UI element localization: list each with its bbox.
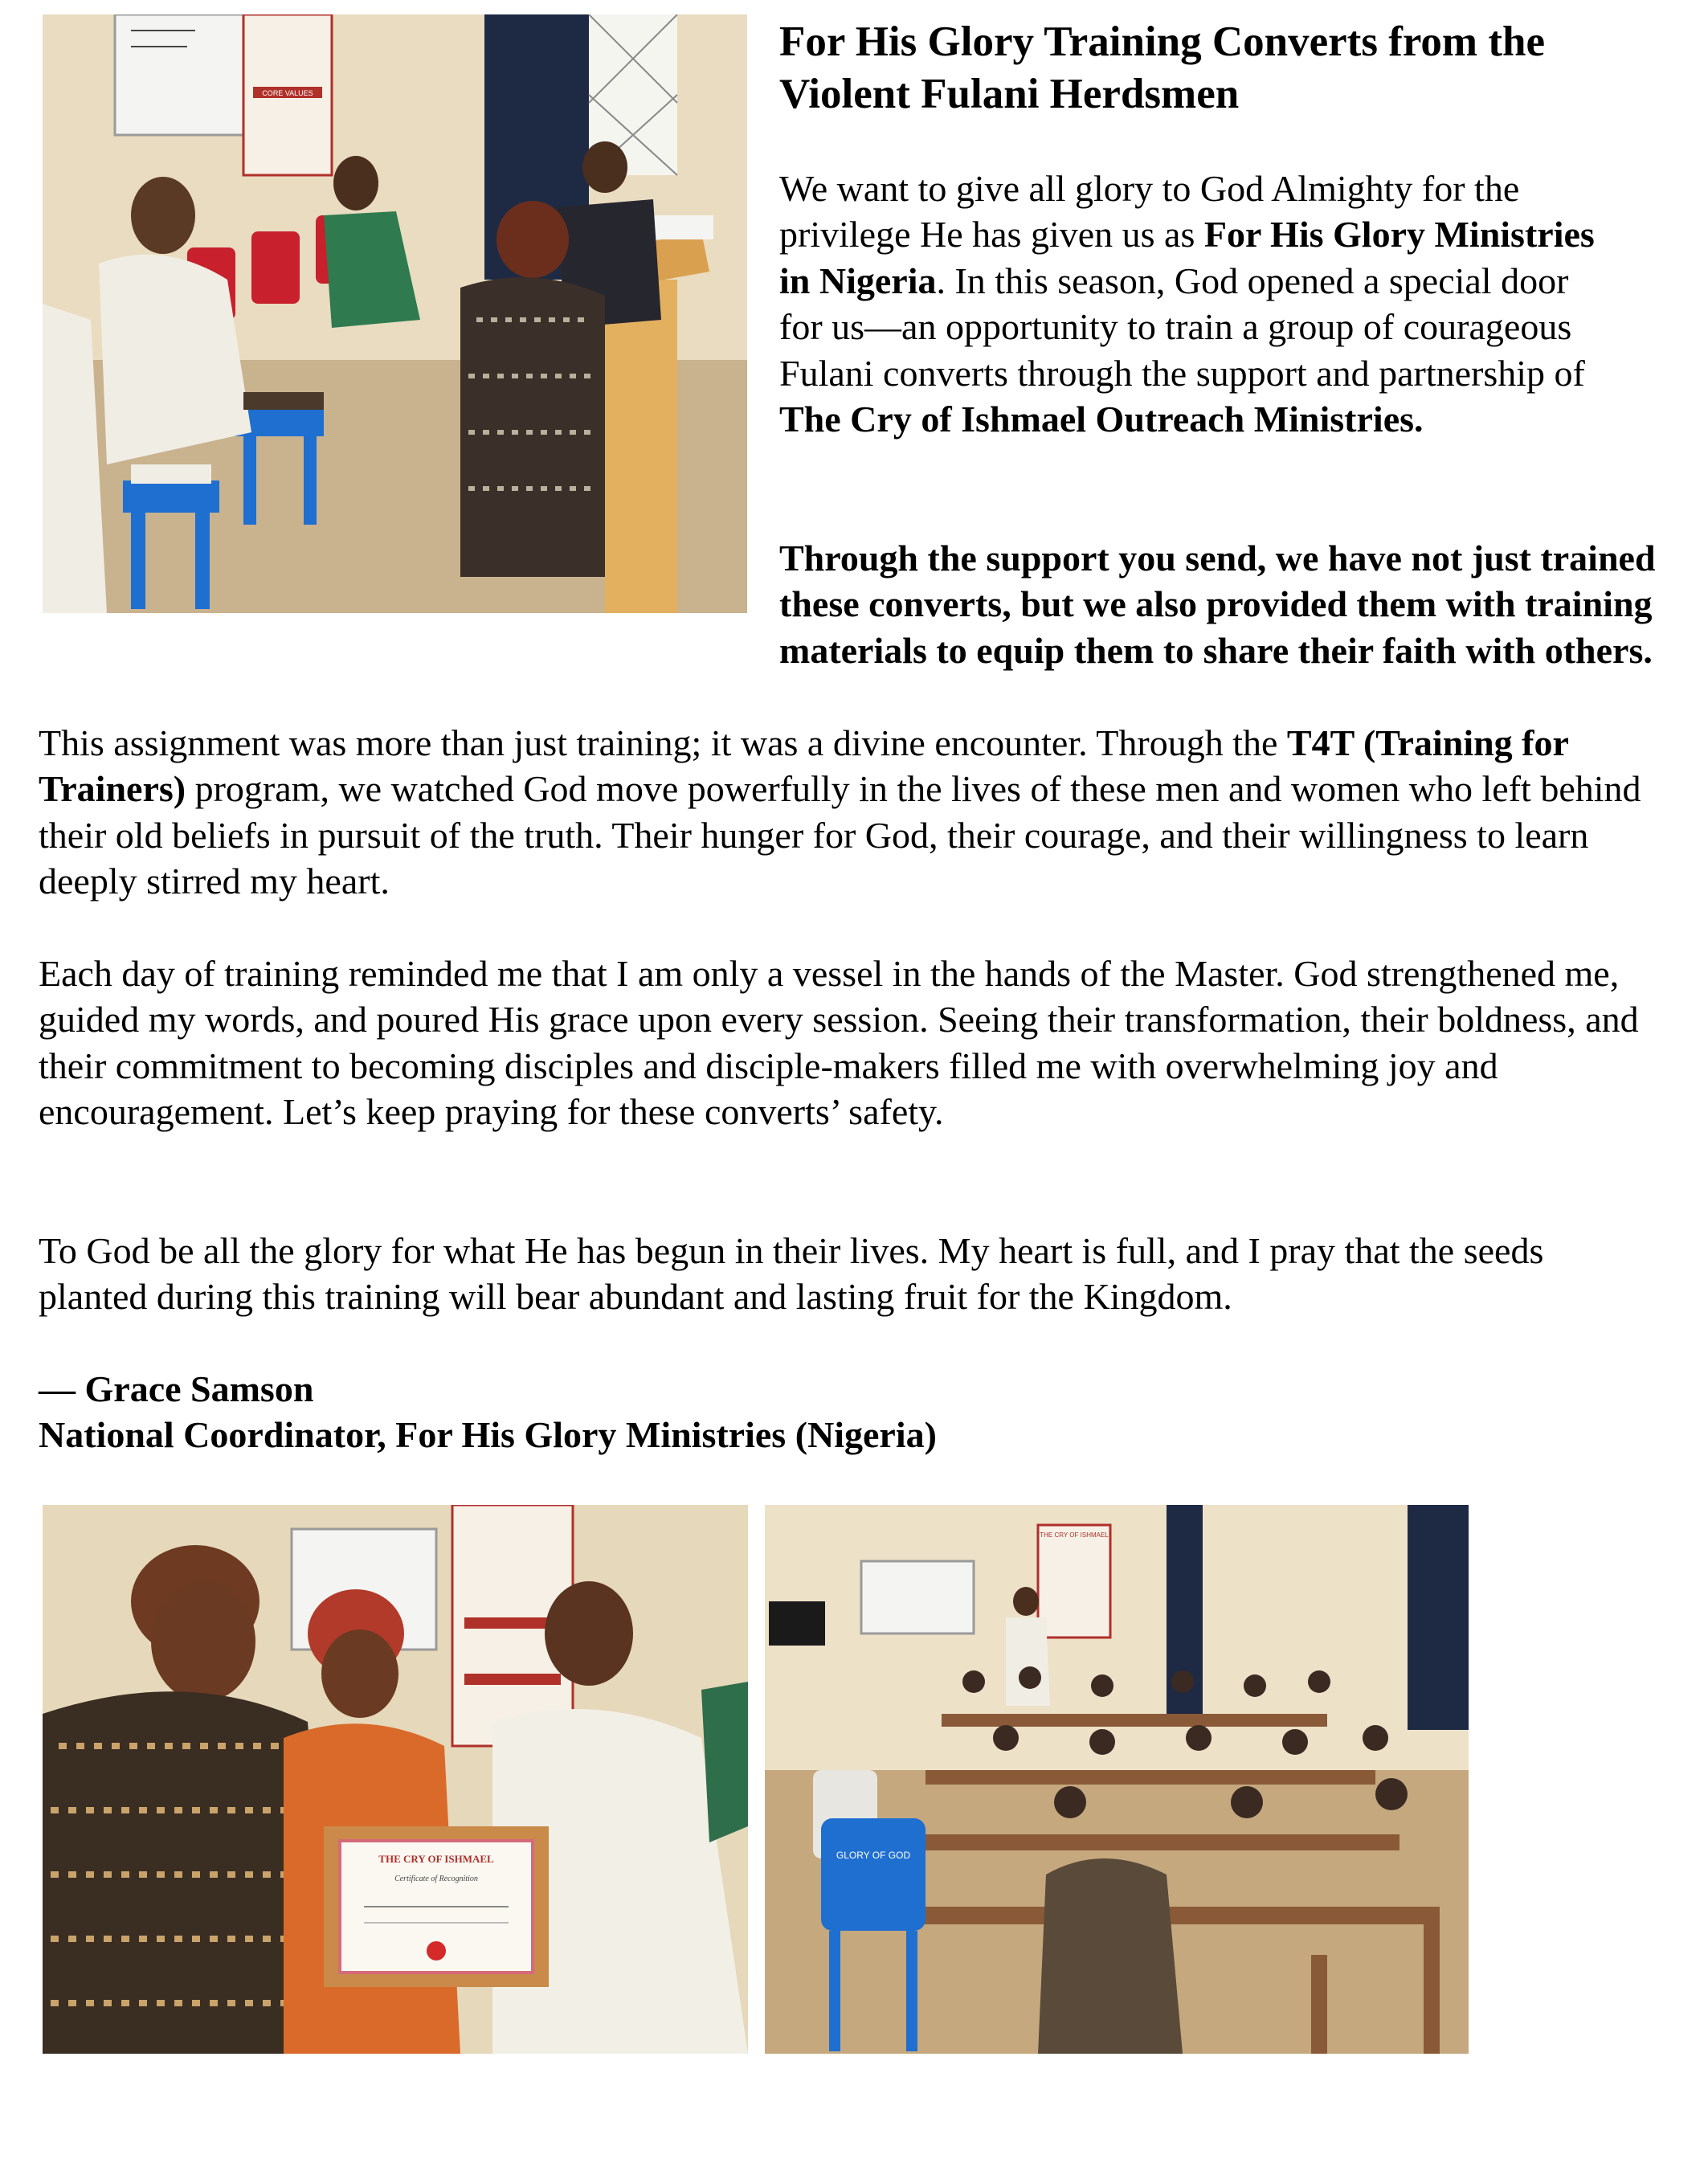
- certificate-heading: THE CRY OF ISHMAEL: [378, 1853, 494, 1865]
- signature-role: National Coordinator, For His Glory Ministries (Nigeria): [39, 1414, 937, 1456]
- classroom-poster-heading: THE CRY OF ISHMAEL: [1040, 1531, 1109, 1539]
- signature-block: [39, 1366, 1661, 1458]
- reflection-paragraph: Each day of training reminded me that I am only a vessel in the hands of the Master. God strengthened me, guided my words, and poured His grace upon every session. Seeing their transformation, their boldness, and their commitment to becoming disciples and disciple-makers filled me with overwhelming joy and encouragement. Let’s keep praying for these converts’ safety.: [39, 953, 1639, 1133]
- support-text: Through the support you send, we have not just trained these converts, but we also provided them with training materials to equip them to share their faith with others.: [779, 538, 1656, 671]
- intro-text-1: We want to give all glory to God Almighty for the privilege He has given us as: [779, 168, 1520, 256]
- assignment-text-1: This assignment was more than just training; it was a divine encounter. Through the: [39, 722, 1287, 763]
- poster-heading: CORE VALUES: [262, 89, 313, 97]
- support-paragraph: [39, 535, 1677, 673]
- certificate-presentation-photo: [43, 1505, 748, 2054]
- closing-paragraph: To God be all the glory for what He has begun in their lives. My heart is full, and I pray that the seeds planted during this training will bear abundant and lasting fruit for the Kingdom.: [39, 1230, 1544, 1318]
- training-session-illustration: [43, 14, 747, 613]
- intro-paragraph: [779, 166, 1615, 442]
- article-title: For His Glory Training Converts from the Violent Fulani Herdsmen: [779, 18, 1545, 117]
- chair-lettering: GLORY OF GOD: [836, 1850, 911, 1861]
- certificate-presentation-illustration: [43, 1505, 748, 2054]
- classroom-illustration: [765, 1505, 1469, 2054]
- program-name: T4T (Training for Trainers): [39, 722, 1569, 810]
- assignment-paragraph: [39, 720, 1661, 905]
- intro-text-2: . In this season, God opened a special door for us—an opportunity to train a group of courageous Fulani converts through the support and partnership of: [779, 260, 1585, 394]
- certificate-subheading: Certificate of Recognition: [394, 1875, 478, 1883]
- partner-name: The Cry of Ishmael Outreach Ministries.: [779, 399, 1424, 440]
- assignment-text-2: program, we watched God move powerfully in the lives of these men and women who left behind their old beliefs in pursuit of the truth. Their hunger for God, their courage, and their willingness to learn deeply stirred my heart.: [39, 768, 1641, 902]
- image-wrap-spacer: [39, 535, 779, 628]
- classroom-photo: [765, 1505, 1469, 2054]
- ministry-name: For His Glory Ministries in Nigeria: [779, 214, 1595, 301]
- training-session-photo: [43, 14, 747, 613]
- signature-name: — Grace Samson: [39, 1368, 314, 1409]
